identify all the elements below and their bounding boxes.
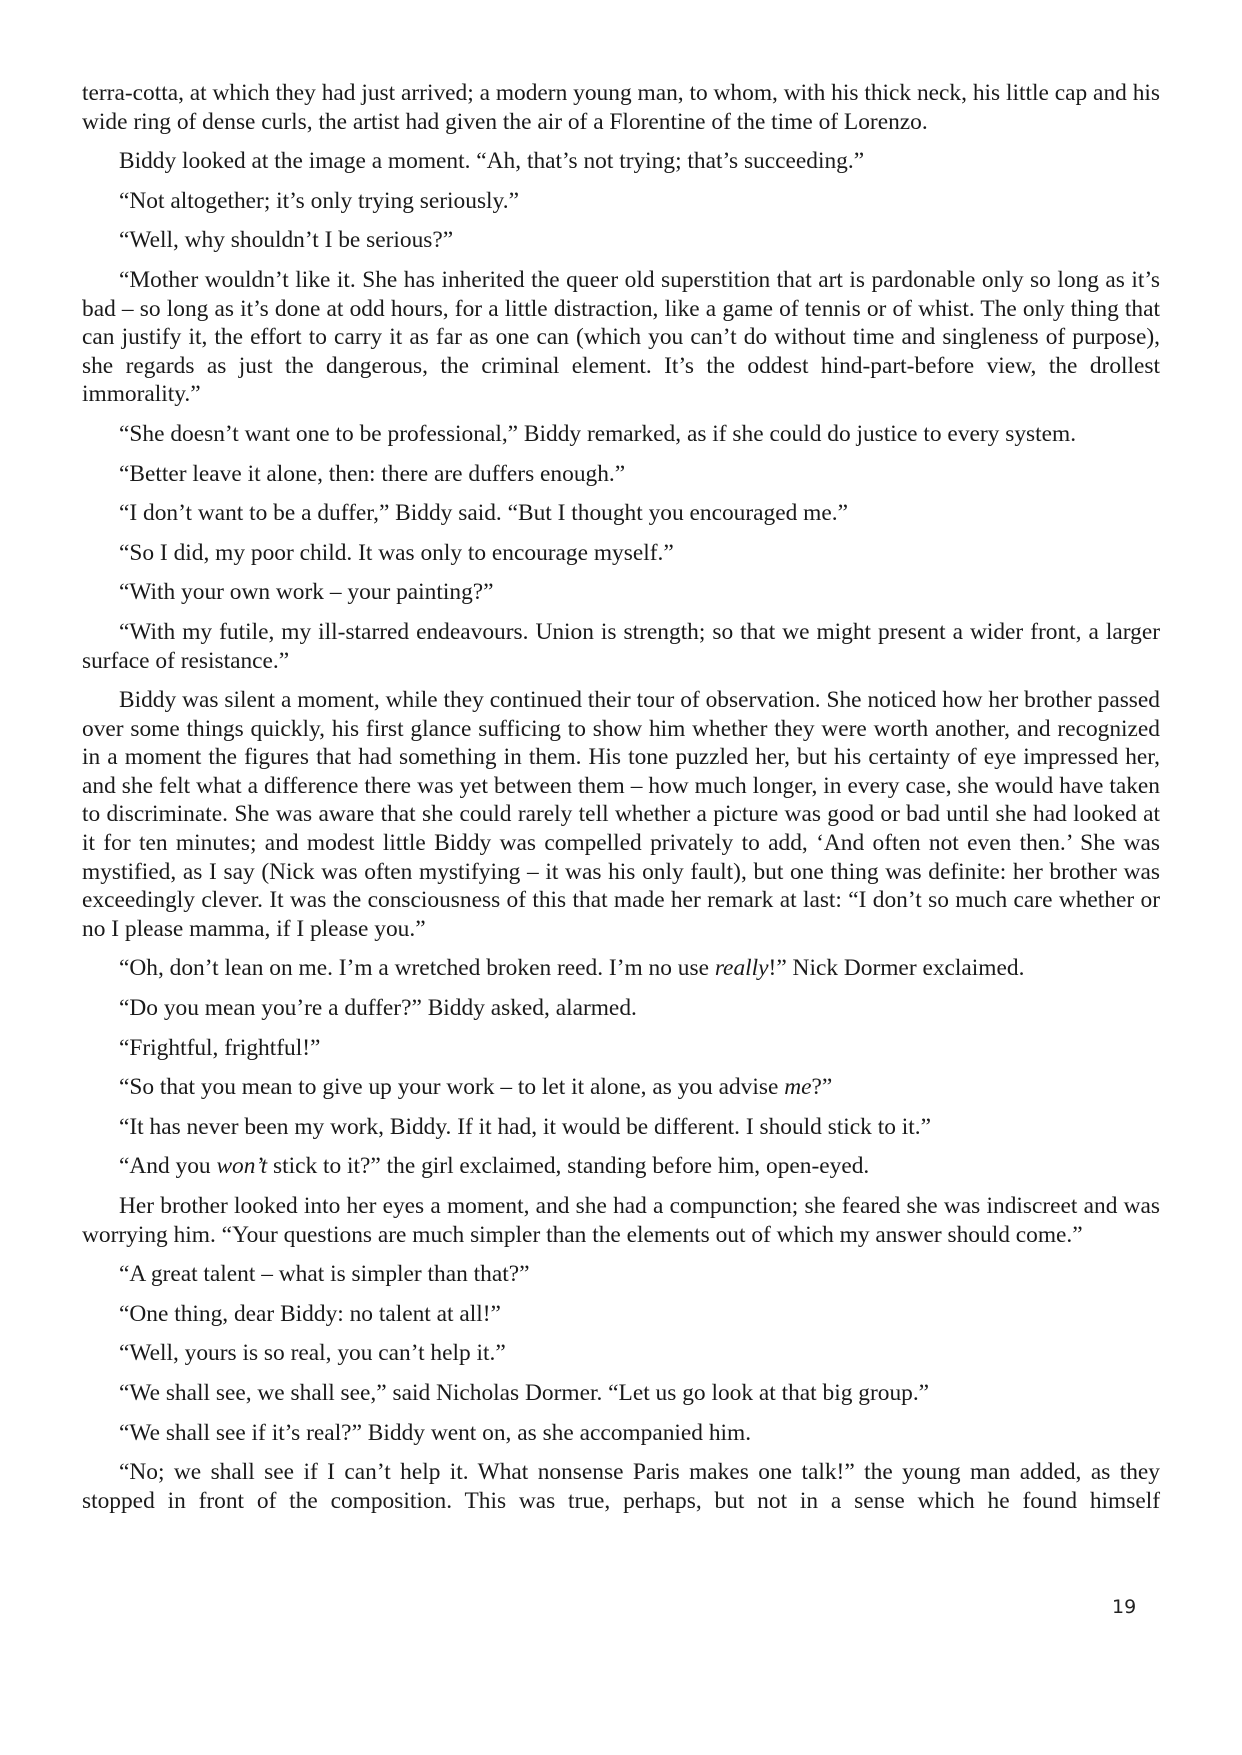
paragraph xyxy=(82,1260,1160,1289)
paragraph xyxy=(82,266,1160,409)
paragraph xyxy=(82,187,1160,216)
paragraph xyxy=(82,1300,1160,1329)
text-run: Biddy looked at the image a moment. “Ah, that’s not trying; that’s succeeding.” xyxy=(119,148,865,175)
text-run: “With your own work – your painting?” xyxy=(119,579,494,606)
paragraph xyxy=(82,1339,1160,1368)
paragraph xyxy=(82,1152,1160,1181)
paragraph xyxy=(82,226,1160,255)
text-run: “Well, why shouldn’t I be serious?” xyxy=(119,227,454,254)
italic-text: really xyxy=(714,955,769,982)
text-run: “Oh, don’t lean on me. I’m a wretched broken reed. I’m no use xyxy=(119,955,715,982)
paragraph xyxy=(82,1419,1160,1448)
text-run: “Do you mean you’re a duffer?” Biddy asked, alarmed. xyxy=(119,995,637,1022)
text-run: “Not altogether; it’s only trying seriously.” xyxy=(119,187,519,214)
paragraph xyxy=(82,686,1160,943)
paragraph xyxy=(82,420,1160,449)
page-number: 19 xyxy=(1112,1596,1137,1618)
text-run: “And you xyxy=(119,1153,217,1180)
paragraph xyxy=(82,954,1160,983)
italic-text: me xyxy=(784,1074,812,1101)
italic-text: won’t xyxy=(216,1153,268,1180)
paragraph xyxy=(82,499,1160,528)
text-run: Her brother looked into her eyes a moment, and she had a compunction; she feared she was indiscreet and was worrying him. “Your questions are much simpler than the elements out of which my answer should come.” xyxy=(82,1193,1160,1248)
paragraph xyxy=(82,1034,1160,1063)
text-run: “She doesn’t want one to be professional,” Biddy remarked, as if she could do justice to every system. xyxy=(119,420,1077,447)
text-run: “No; we shall see if I can’t help it. What nonsense Paris makes one talk!” the young man added, as they stopped in front of the composition. This was true, perhaps, but not in a sense which he found himself xyxy=(82,1459,1160,1514)
text-run: ?” xyxy=(811,1074,833,1101)
paragraph xyxy=(82,1379,1160,1408)
text-run: “Well, yours is so real, you can’t help it.” xyxy=(119,1340,506,1367)
paragraph xyxy=(82,1458,1160,1515)
paragraph xyxy=(82,578,1160,607)
text-run: !” Nick Dormer exclaimed. xyxy=(768,955,1025,982)
paragraph xyxy=(82,147,1160,176)
text-run: “With my futile, my ill-starred endeavours. Union is strength; so that we might present a wider front, a larger surface of resistance.” xyxy=(82,618,1160,674)
text-run: stick to it?” the girl exclaimed, standing before him, open-eyed. xyxy=(267,1153,870,1180)
text-run: “It has never been my work, Biddy. If it had, it would be different. I should stick to it.” xyxy=(119,1113,931,1140)
paragraph xyxy=(82,460,1160,489)
paragraph xyxy=(82,1192,1160,1249)
text-run: “Frightful, frightful!” xyxy=(119,1034,321,1061)
text-run: “So that you mean to give up your work – to let it alone, as you advise xyxy=(119,1074,785,1101)
paragraph xyxy=(82,1113,1160,1142)
text-run: “So I did, my poor child. It was only to encourage myself.” xyxy=(119,539,674,566)
page-body-text xyxy=(82,79,1160,1526)
text-run: “Better leave it alone, then: there are duffers enough.” xyxy=(119,460,626,487)
text-run: “We shall see, we shall see,” said Nicholas Dormer. “Let us go look at that big group.” xyxy=(119,1379,930,1406)
text-run: “A great talent – what is simpler than that?” xyxy=(119,1261,530,1288)
paragraph xyxy=(82,539,1160,568)
paragraph xyxy=(82,1073,1160,1102)
text-run: terra-cotta, at which they had just arrived; a modern young man, to whom, with his thick neck, his little cap and his wide ring of dense curls, the artist had given the air of a Florentine of the time of Lorenzo. xyxy=(82,80,1160,135)
text-run: “One thing, dear Biddy: no talent at all!” xyxy=(119,1300,501,1327)
text-run: “Mother wouldn’t like it. She has inherited the queer old superstition that art is pardonable only so long as it’s bad – so long as it’s done at odd hours, for a little distraction, like a game of tennis or of whist. The only thing that can justify it, the effort to carry it as far as one can (which you can’t do without time and singleness of purpose), she regards as just the dangerous, the criminal element. It’s the oddest hind-part-before view, the drollest immorality.” xyxy=(82,266,1160,408)
text-run: “I don’t want to be a duffer,” Biddy said. “But I thought you encouraged me.” xyxy=(119,500,848,527)
paragraph xyxy=(82,994,1160,1023)
text-run: Biddy was silent a moment, while they continued their tour of observation. She noticed how her brother passed over some things quickly, his first glance sufficing to show him whether they were worth another, and recognized in a moment the figures that had something in them. His tone puzzled her, but his certainty of eye impressed her, and she felt what a difference there was yet between them – how much longer, in every case, she would have taken to discriminate. She was aware that she could rarely tell whether a picture was good or bad until she had looked at it for ten minutes; and modest little Biddy was compelled privately to add, ‘And often not even then.’ She was mystified, as I say (Nick was often mystifying – it was his only fault), but one thing was definite: her brother was exceedingly clever. It was the consciousness of this that made her remark at last: “I don’t so much care whether or no I please mamma, if I please you.” xyxy=(82,687,1160,942)
paragraph xyxy=(82,79,1160,136)
text-run: “We shall see if it’s real?” Biddy went on, as she accompanied him. xyxy=(119,1419,752,1446)
paragraph xyxy=(82,618,1160,675)
